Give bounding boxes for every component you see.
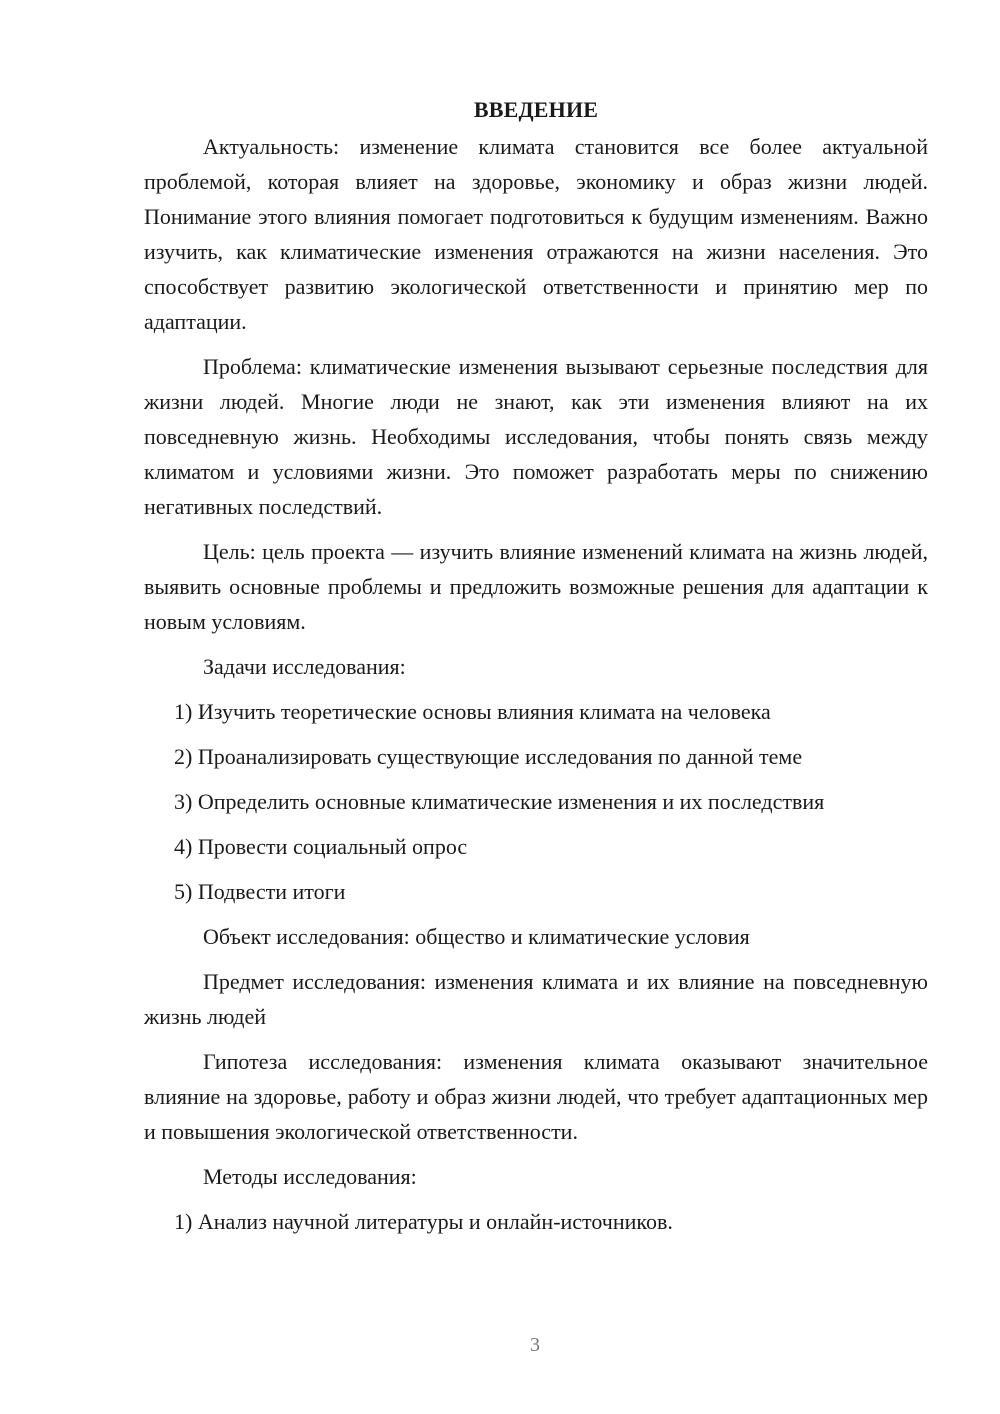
subject-paragraph: Предмет исследования: изменения климата и их влияние на повседневную жизнь людей <box>144 969 928 1029</box>
tasks-heading: Задачи исследования: <box>203 654 406 679</box>
hypothesis-paragraph: Гипотеза исследования: изменения климата оказывают значительное влияние на здоровье, работу и образ жизни людей, что требует адаптационных мер и повышения экологической ответственности. <box>144 1049 928 1144</box>
problem-paragraph: Проблема: климатические изменения вызывают серьезные последствия для жизни людей. Многие люди не знают, как эти изменения влияют на их повседневную жизнь. Необходимы исследования, чтобы понять связь между климатом и условиями жизни. Это поможет разработать меры по снижению негативных последствий. <box>144 354 928 519</box>
task-item: 3) Определить основные климатические изменения и их последствия <box>174 789 825 814</box>
relevance-paragraph: Актуальность: изменение климата становится все более актуальной проблемой, которая влияет на здоровье, экономику и образ жизни людей. Понимание этого влияния помогает подготовиться к будущим изменениям. Важно изучить, как климатические изменения отражаются на жизни населения. Это способствует развитию экологической ответственности и принятию мер по адаптации. <box>144 134 928 334</box>
object-line: Объект исследования: общество и климатические условия <box>203 924 750 949</box>
task-item: 4) Провести социальный опрос <box>174 834 468 859</box>
task-item: 2) Проанализировать существующие исследования по данной теме <box>174 744 803 769</box>
document-page <box>144 92 928 1249</box>
page-number: 3 <box>530 1334 540 1356</box>
task-item: 1) Изучить теоретические основы влияния климата на человека <box>174 699 771 724</box>
section-title: ВВЕДЕНИЕ <box>473 97 599 122</box>
task-item: 5) Подвести итоги <box>174 879 346 904</box>
goal-paragraph: Цель: цель проекта — изучить влияние изменений климата на жизнь людей, выявить основные проблемы и предложить возможные решения для адаптации к новым условиям. <box>144 539 928 634</box>
method-item: 1) Анализ научной литературы и онлайн-источников. <box>174 1209 673 1234</box>
methods-heading: Методы исследования: <box>203 1164 417 1189</box>
